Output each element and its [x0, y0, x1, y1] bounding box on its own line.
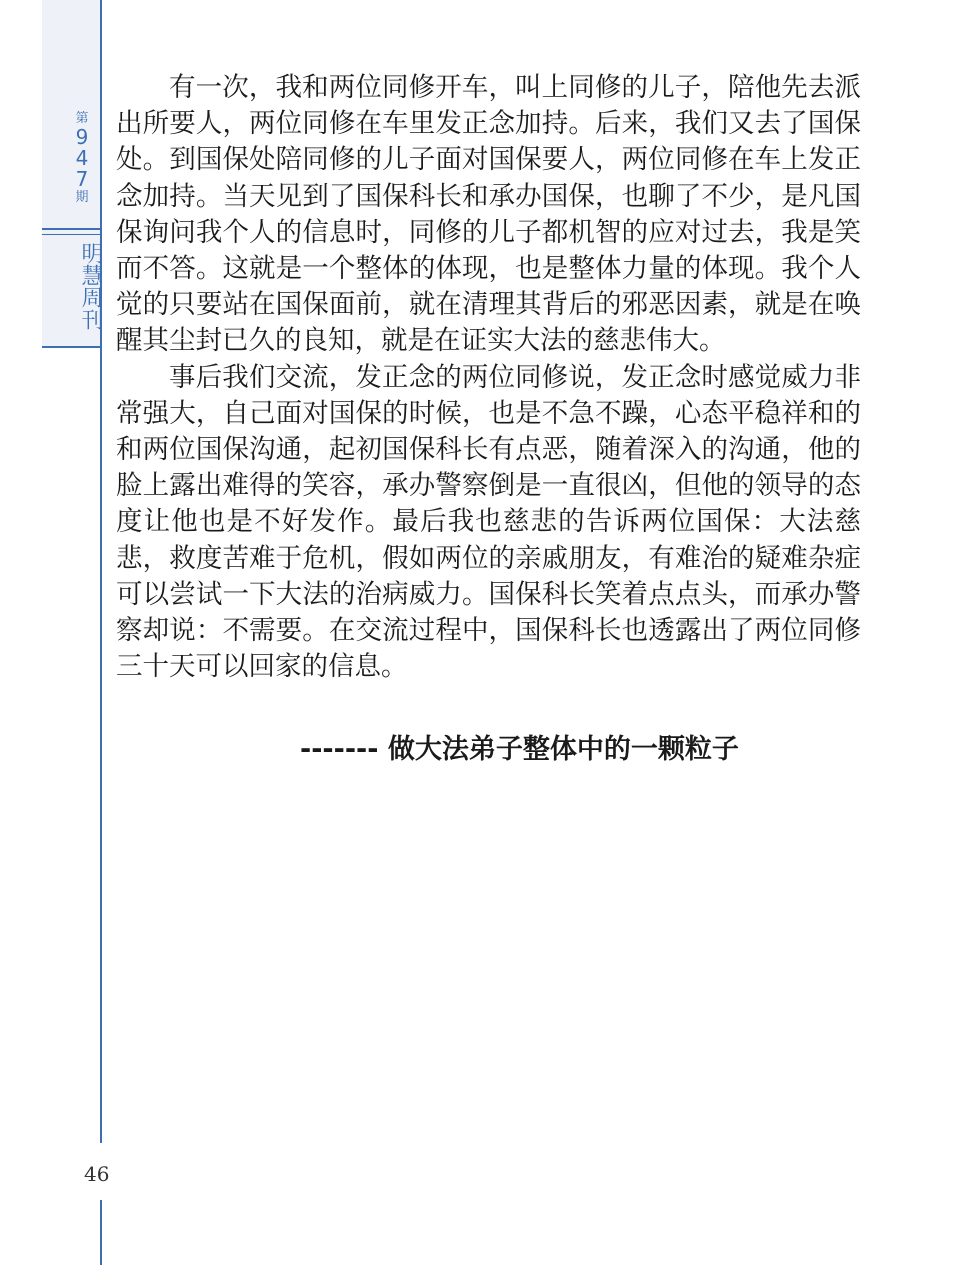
issue-digit: 7: [75, 167, 89, 191]
margin-rule-bottom: [100, 1200, 102, 1265]
issue-digit: 4: [75, 146, 89, 170]
issue-prefix: 第: [75, 111, 89, 126]
article-body: [116, 70, 861, 685]
issue-divider: [42, 228, 101, 230]
paragraph: 有一次，我和两位同修开车，叫上同修的儿子，陪他先去派出所要人，两位同修在车里发正念加持。后来，我们又去了国保处。到国保处陪同修的儿子面对国保要人，两位同修在车上发正念加持。当天见到了国保科长和承办国保，也聊了不少，是凡国保询问我个人的信息时，同修的儿子都机智的应对过去，我是笑而不答。这就是一个整体的体现，也是整体力量的体现。我个人觉的只要站在国保面前，就在清理其背后的邪恶因素，就是在唤醒其尘封已久的良知，就是在证实大法的慈悲伟大。: [116, 72, 861, 357]
issue-suffix: 期: [75, 190, 89, 205]
issue-digit: 9: [75, 125, 89, 149]
magazine-title: 明慧周刊: [78, 242, 103, 330]
page-number: 46: [84, 1162, 110, 1186]
paragraph: 事后我们交流，发正念的两位同修说，发正念时感觉威力非常强大，自己面对国保的时候，也是不急不躁，心态平稳祥和的和两位国保沟通，起初国保科长有点恶，随着深入的沟通，他的脸上露出难得的笑容，承办警察倒是一直很凶，但他的领导的态度让他也是不好发作。最后我也慈悲的告诉两位国保：大法慈悲，救度苦难于危机，假如两位的亲戚朋友，有难治的疑难杂症可以尝试一下大法的治病威力。国保科长笑着点点头，而承办警察却说：不需要。在交流过程中，国保科长也透露出了两位同修三十天可以回家的信息。: [116, 361, 861, 683]
issue-divider-thin: [42, 234, 101, 235]
issue-number: [42, 110, 122, 206]
article-signature: ------- 做大法弟子整体中的一颗粒子: [300, 734, 739, 765]
